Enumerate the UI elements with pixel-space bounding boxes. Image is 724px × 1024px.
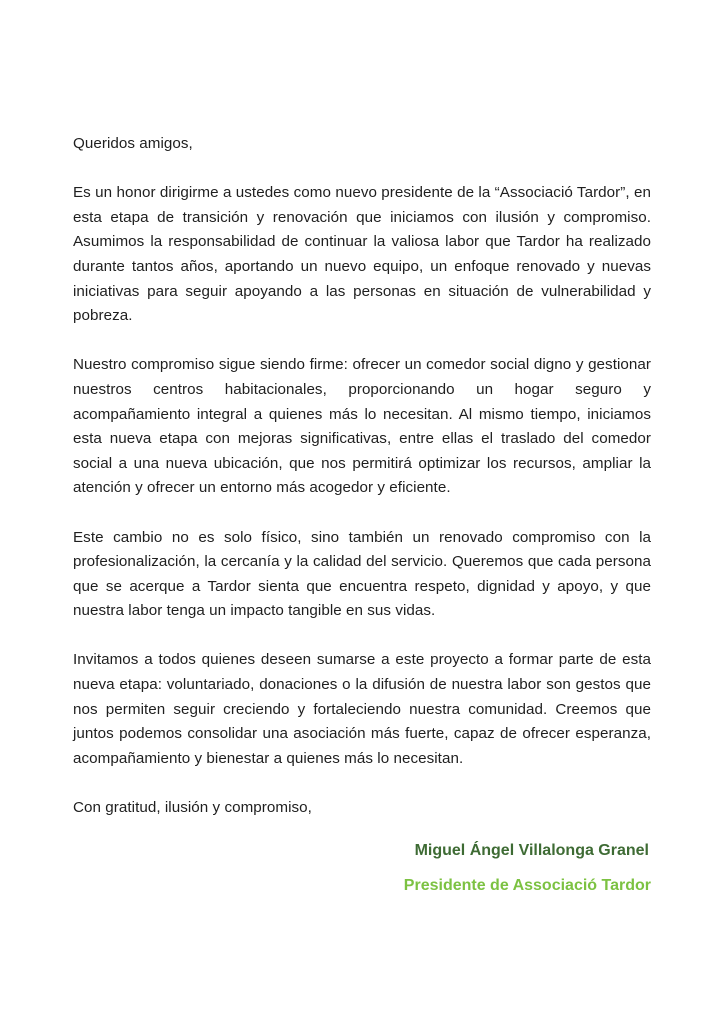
signature-name: Miguel Ángel Villalonga Granel (414, 842, 649, 859)
letter-body (73, 132, 651, 821)
paragraph-2: Nuestro compromiso sigue siendo firme: ofrecer un comedor social digno y gestionar nuestros centros habitacionales, proporcionando un hogar seguro y acompañamiento integral a quienes más lo necesitan. Al mismo tiempo, iniciamos esta nueva etapa con mejoras significativas, entre ellas el traslado del comedor social a una nueva ubicación, que nos permitirá optimizar los recursos, ampliar la atención y ofrecer un entorno más acogedor y eficiente. (73, 356, 651, 497)
greeting: Queridos amigos, (73, 135, 193, 152)
paragraph-3: Este cambio no es solo físico, sino también un renovado compromiso con la profesionalización, la cercanía y la calidad del servicio. Queremos que cada persona que se acerque a Tardor sienta que encuentra respeto, dignidad y apoyo, y que nuestra labor tenga un impacto tangible en sus vidas. (73, 528, 651, 620)
paragraph-4: Invitamos a todos quienes deseen sumarse a este proyecto a formar parte de esta nueva etapa: voluntariado, donaciones o la difusión de nuestra labor son gestos que nos permiten seguir creciendo y fortaleciendo nuestra comunidad. Creemos que juntos podemos consolidar una asociación más fuerte, capaz de ofrecer esperanza, acompañamiento y bienestar a quienes más lo necesitan. (73, 651, 651, 767)
signature-title: Presidente de Associació Tardor (403, 877, 651, 894)
paragraph-1: Es un honor dirigirme a ustedes como nuevo presidente de la “Associació Tardor”, en esta etapa de transición y renovación que iniciamos con ilusión y compromiso. Asumimos la responsabilidad de continuar la valiosa labor que Tardor ha realizado durante tantos años, aportando un nuevo equipo, un enfoque renovado y nuevas iniciativas para seguir apoyando a las personas en situación de vulnerabilidad y pobreza. (73, 184, 651, 325)
closing: Con gratitud, ilusión y compromiso, (73, 799, 312, 817)
